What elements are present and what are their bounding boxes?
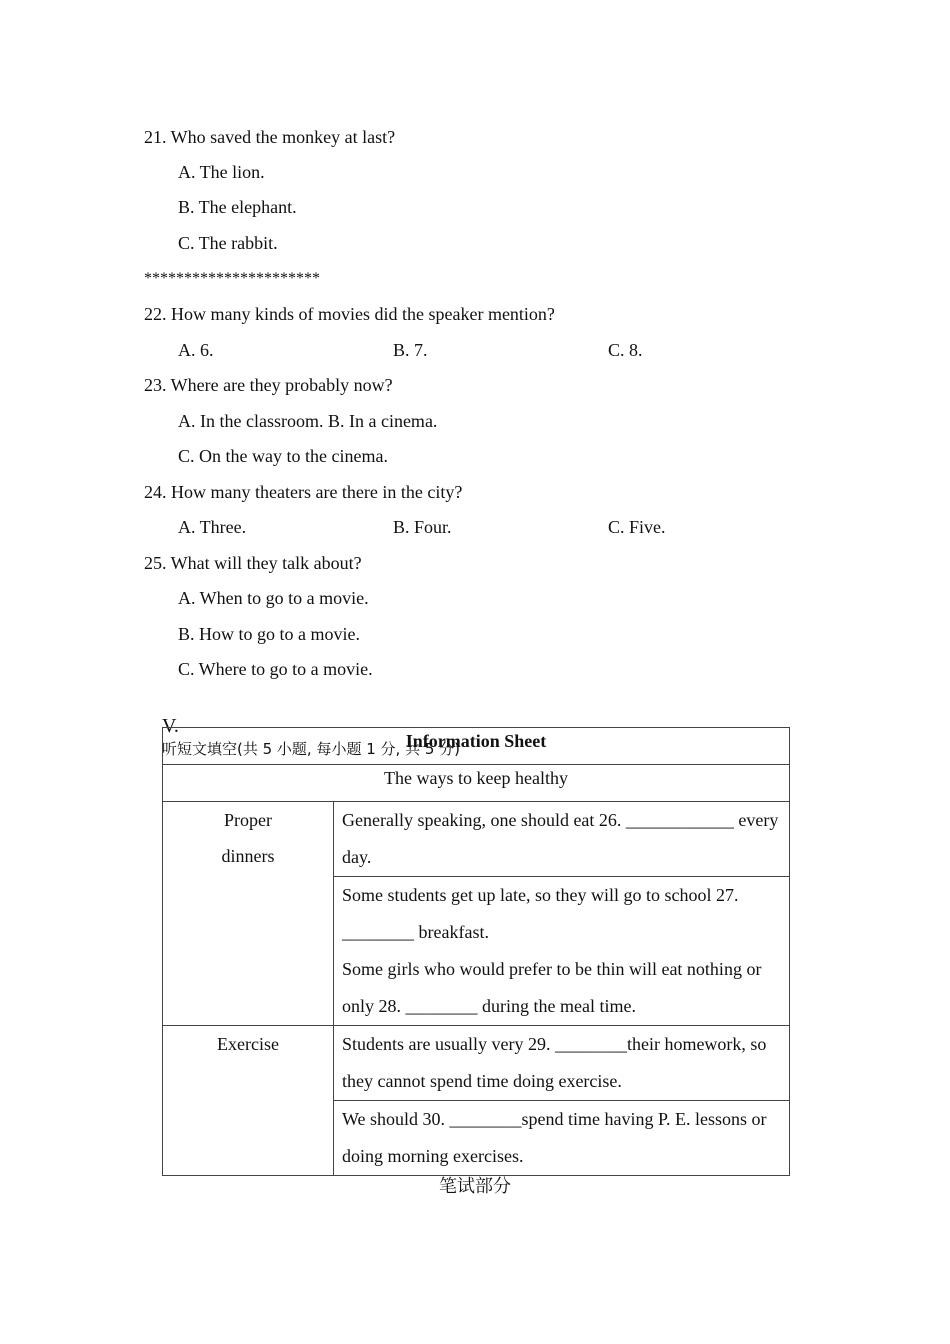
q21-option-a: A. The lion. bbox=[178, 162, 265, 182]
blank-28-text: Some girls who would prefer to be thin will eat nothing or only 28. ________ during the meal time. bbox=[342, 959, 762, 1016]
written-section-heading: 笔试部分 bbox=[439, 1176, 511, 1197]
q22-option-b: B. 7. bbox=[393, 340, 428, 360]
q22-option-a: A. 6. bbox=[178, 340, 214, 360]
q25-option-b: B. How to go to a movie. bbox=[178, 624, 360, 644]
blank-26-cell: Generally speaking, one should eat 26. ____________ every day. bbox=[334, 802, 790, 877]
question-22: 22. How many kinds of movies did the speaker mention? bbox=[144, 304, 555, 324]
star-divider: ********************** bbox=[144, 270, 320, 287]
blank-30-cell: We should 30. ________spend time having P. E. lessons or doing morning exercises. bbox=[334, 1101, 790, 1176]
label-proper: Proper bbox=[224, 810, 272, 830]
blank-27-text: Some students get up late, so they will go to school 27. ________ breakfast. bbox=[342, 885, 739, 942]
q23-option-c: C. On the way to the cinema. bbox=[178, 446, 388, 466]
question-24: 24. How many theaters are there in the city? bbox=[144, 482, 463, 502]
question-21: 21. Who saved the monkey at last? bbox=[144, 127, 396, 147]
label-exercise: Exercise bbox=[163, 1026, 334, 1176]
blank-27-28-cell bbox=[334, 877, 790, 1026]
q24-option-a: A. Three. bbox=[178, 517, 247, 537]
label-proper-dinners bbox=[163, 802, 334, 1026]
q24-option-c: C. Five. bbox=[608, 517, 666, 537]
question-25: 25. What will they talk about? bbox=[144, 553, 362, 573]
label-dinners: dinners bbox=[221, 846, 275, 866]
section-v-numeral: V. bbox=[162, 715, 179, 737]
question-23: 23. Where are they probably now? bbox=[144, 375, 393, 395]
q23-options-ab: A. In the classroom. B. In a cinema. bbox=[178, 411, 438, 431]
table-subtitle: The ways to keep healthy bbox=[163, 765, 790, 802]
section-v-title: 听短文填空(共 5 小题, 每小题 1 分, 共 5 分) bbox=[162, 740, 461, 758]
q24-option-b: B. Four. bbox=[393, 517, 452, 537]
information-sheet-table bbox=[162, 727, 790, 1176]
q25-option-c: C. Where to go to a movie. bbox=[178, 659, 373, 679]
q22-option-c: C. 8. bbox=[608, 340, 643, 360]
table-title: Information Sheet bbox=[163, 728, 790, 765]
q21-option-b: B. The elephant. bbox=[178, 197, 297, 217]
blank-29-cell: Students are usually very 29. ________their homework, so they cannot spend time doing exercise. bbox=[334, 1026, 790, 1101]
q21-option-c: C. The rabbit. bbox=[178, 233, 278, 253]
q25-option-a: A. When to go to a movie. bbox=[178, 588, 369, 608]
